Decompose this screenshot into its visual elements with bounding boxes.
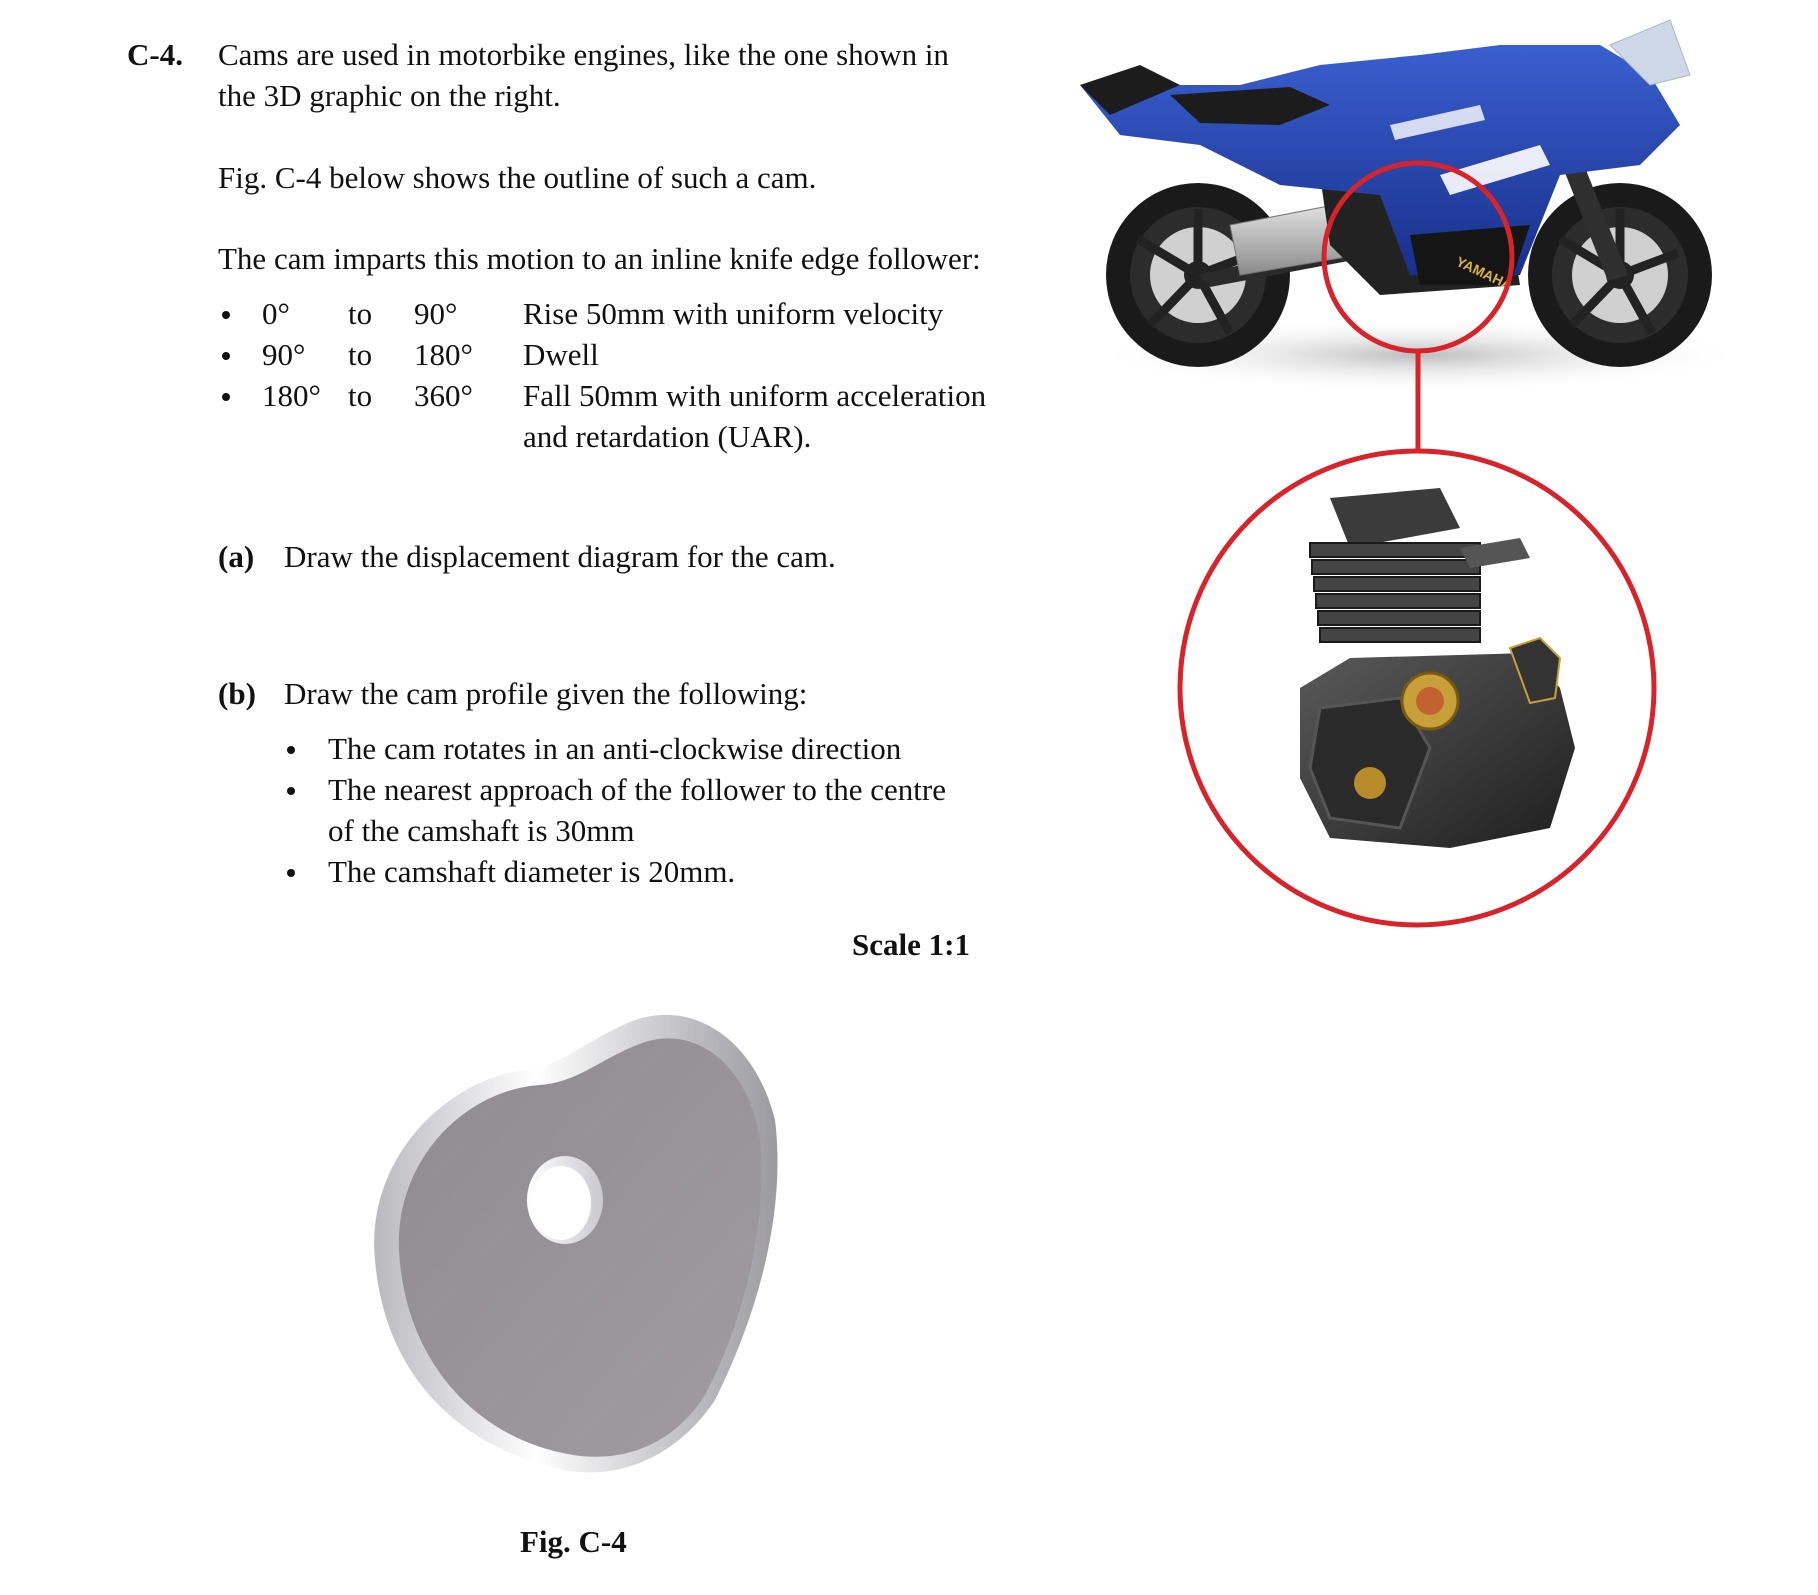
question-number: C-4. xyxy=(127,37,183,72)
motion-description: Rise 50mm with uniform velocity xyxy=(523,296,944,331)
brand-label: YAMAHA xyxy=(1453,253,1516,294)
part-b-bullet: The cam rotates in an anti-clockwise direction xyxy=(328,731,902,766)
part-b-text: Draw the cam profile given the following: xyxy=(284,676,808,711)
figure-reference-text: Fig. C-4 below shows the outline of such a cam. xyxy=(218,160,817,195)
motion-from: 180° xyxy=(262,378,321,413)
motion-from: 0° xyxy=(262,296,290,331)
part-a-text: Draw the displacement diagram for the cam. xyxy=(284,539,836,574)
part-b-bullet: The nearest approach of the follower to the centre xyxy=(328,772,946,807)
intro-line-1: Cams are used in motorbike engines, like the one shown in xyxy=(218,37,949,72)
motion-from: 90° xyxy=(262,337,306,372)
motion-to: 180° xyxy=(414,337,473,372)
figure-caption: Fig. C-4 xyxy=(520,1524,627,1559)
engine-image xyxy=(1290,488,1590,868)
motion-to-word: to xyxy=(348,296,373,331)
motion-description: Dwell xyxy=(523,337,599,372)
cam-figure xyxy=(355,1000,815,1480)
intro-line-2: the 3D graphic on the right. xyxy=(218,78,561,113)
motion-to-word: to xyxy=(348,378,373,413)
motion-intro: The cam imparts this motion to an inline knife edge follower: xyxy=(218,241,981,276)
part-a-label: (a) xyxy=(218,539,255,574)
motion-to: 360° xyxy=(414,378,473,413)
motion-description-cont: and retardation (UAR). xyxy=(523,419,812,454)
part-b-bullet-cont: of the camshaft is 30mm xyxy=(328,813,635,848)
part-b-bullet: The camshaft diameter is 20mm. xyxy=(328,854,736,889)
motion-to: 90° xyxy=(414,296,458,331)
part-b-label: (b) xyxy=(218,676,256,711)
scale-label: Scale 1:1 xyxy=(852,927,970,962)
motion-description: Fall 50mm with uniform acceleration xyxy=(523,378,987,413)
motion-to-word: to xyxy=(348,337,373,372)
